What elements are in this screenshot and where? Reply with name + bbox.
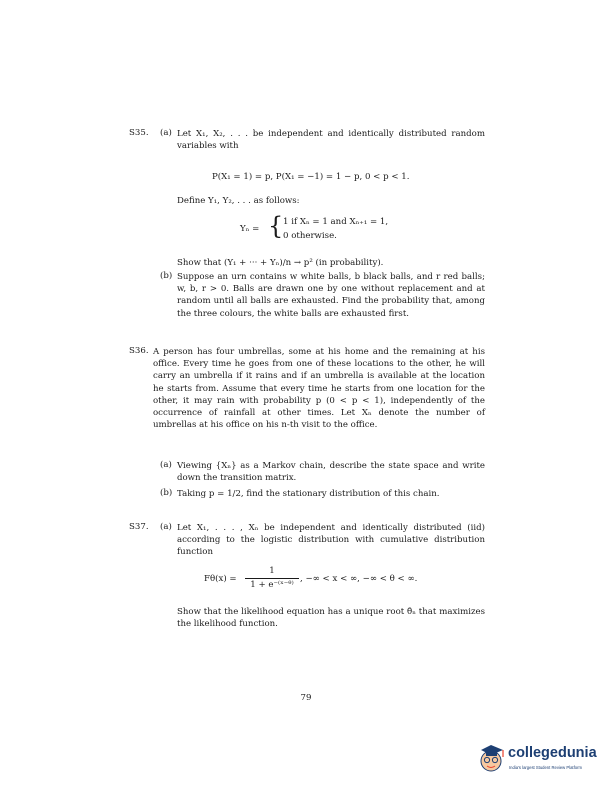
- s35-prob-equation: P(X₁ = 1) = p, P(X₁ = −1) = 1 − p, 0 < p < 1.: [212, 172, 410, 182]
- s36-a-text: Viewing {Xₙ} as a Markov chain, describe the state space and write down the transition matrix.: [177, 461, 485, 484]
- s35-case-brace: {: [268, 212, 284, 240]
- collegedunia-logo: [476, 740, 606, 780]
- s35-show-text: Show that (Y₁ + ··· + Yₙ)/n → p² (in probability).: [177, 258, 384, 268]
- page-number: 79: [300, 693, 312, 703]
- s36-intro: A person has four umbrellas, some at his home and the remaining at his office. Every time he goes from one of these locations to the other, he will carry an umbrella if it rains and if an umbrella is available at the location he starts from. Assume that every time he starts from one location for the other, it may rain with probability p (0 < p < 1), independently of the occurrence of rainfall at other times. Let Xₙ denote the number of umbrellas at his office on his n-th visit to the office.: [153, 347, 485, 431]
- logo-brand-text: collegedunia: [508, 745, 597, 761]
- s37-a-label: (a): [160, 522, 172, 532]
- s35-label: S35.: [129, 128, 149, 138]
- s35-b-text: Suppose an urn contains w white balls, b black balls, and r red balls; w, b, r > 0. Balls are drawn one by one without replacement and at random until all balls are exhausted. Find the probability that, among the three colours, the white balls are exhausted first.: [177, 272, 485, 319]
- graduate-mascot-icon: [476, 740, 508, 776]
- s36-b-text: Taking p = 1/2, find the stationary distribution of this chain.: [177, 489, 440, 499]
- s36-a-label: (a): [160, 460, 172, 470]
- s35-yn-lhs: Yₙ =: [240, 224, 260, 234]
- s35-b-label: (b): [160, 271, 173, 281]
- s35-case-2: 0 otherwise.: [283, 231, 337, 241]
- logo-tagline: India's largest Student Review Platform: [509, 765, 582, 770]
- s35-a-text: Let X₁, X₂, . . . be independent and identically distributed random variables with: [177, 129, 485, 152]
- s36-label: S36.: [129, 346, 149, 356]
- s35-a-label: (a): [160, 128, 172, 138]
- s37-f-lhs: Fθ(x) =: [204, 574, 237, 584]
- s37-f-condition: , −∞ < x < ∞, −∞ < θ < ∞.: [300, 574, 418, 584]
- s35-define-text: Define Y₁, Y₂, . . . as follows:: [177, 196, 300, 206]
- s36-b-label: (b): [160, 488, 173, 498]
- s37-f-denominator: 1 + e⁻⁽ˣ⁻ᶿ⁾: [250, 580, 294, 590]
- s35-case-1: 1 if Xₙ = 1 and Xₙ₊₁ = 1,: [283, 217, 389, 227]
- s37-label: S37.: [129, 522, 149, 532]
- s37-f-numerator: 1: [269, 566, 275, 576]
- s37-fraction-bar: [245, 578, 299, 579]
- s37-a-text: Let X₁, . . . , Xₙ be independent and identically distributed (iid) according to the logistic distribution with cumulative distribution function: [177, 523, 485, 558]
- s37-show-text: Show that the likelihood equation has a unique root θ̂ₙ that maximizes the likelihood function.: [177, 607, 485, 630]
